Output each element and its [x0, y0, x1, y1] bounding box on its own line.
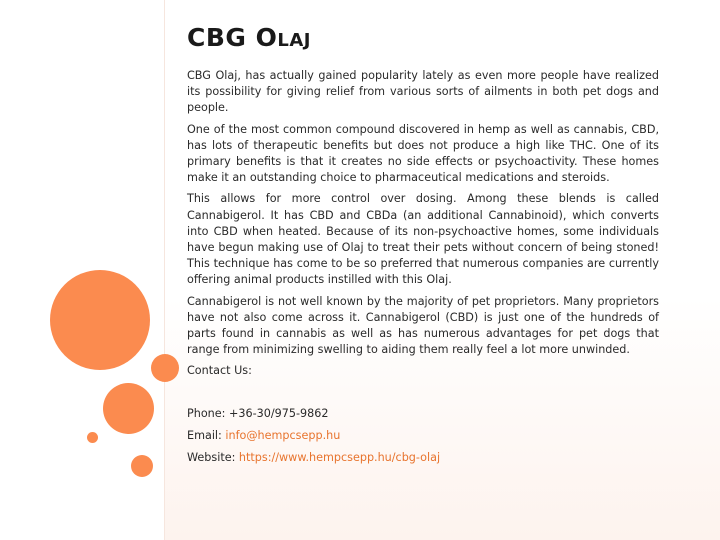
paragraph: One of the most common compound discovered in hemp as well as cannabis, CBD, has lots of therapeutic benefits but does not produce a high like THC. One of its primary benefits is that it creates no side effects or psychoactivity. These homes make it an outstanding choice to pharmaceutical medications and steroids.	[187, 122, 659, 185]
website-label: Website:	[187, 451, 239, 465]
title-rest: laj	[277, 23, 311, 52]
email-label: Email:	[187, 428, 226, 442]
website-link[interactable]: https://www.hempcsepp.hu/cbg-olaj	[238, 451, 441, 465]
paragraph: CBG Olaj, has actually gained popularity lately as even more people have realized its possibility for giving relief from various sorts of ailments in both pet dogs and people.	[187, 69, 659, 115]
contact-heading: Contact Us:	[187, 364, 252, 378]
paragraph: Cannabigerol is not well known by the majority of pet proprietors. Many proprietors have not also come across it. Cannabigerol (CBD) is just one of the hundreds of parts found in cannabis as well as has numerous advantages for pet dogs that range from minimizing swelling to aiding them really feel a lot more unwinded.	[187, 294, 659, 357]
email-link[interactable]: info@hempcsepp.hu	[225, 428, 341, 442]
decorative-circle-small	[131, 455, 153, 477]
decorative-circle-small	[151, 354, 179, 382]
contact-email	[187, 428, 659, 444]
slide-title	[187, 20, 659, 56]
decorative-circle-large	[50, 270, 150, 370]
slide-content	[187, 20, 659, 472]
contact-website	[187, 450, 659, 466]
title-main: CBG O	[187, 23, 278, 52]
decorative-circle-medium	[103, 383, 154, 434]
contact-phone: Phone: +36-30/975-9862	[187, 406, 329, 420]
decorative-circle-tiny	[87, 432, 98, 443]
spacer	[187, 386, 659, 406]
paragraph: This allows for more control over dosing. Among these blends is called Cannabigerol. It has CBD and CBDa (an additional Cannabinoid), which converts into CBD when heated. Because of its non-psychoactive homes, some individuals have begun making use of Olaj to treat their pets without concern of being stoned! This technique has come to be so preferred that numerous companies are currently offering animal products instilled with this Olaj.	[187, 192, 659, 287]
